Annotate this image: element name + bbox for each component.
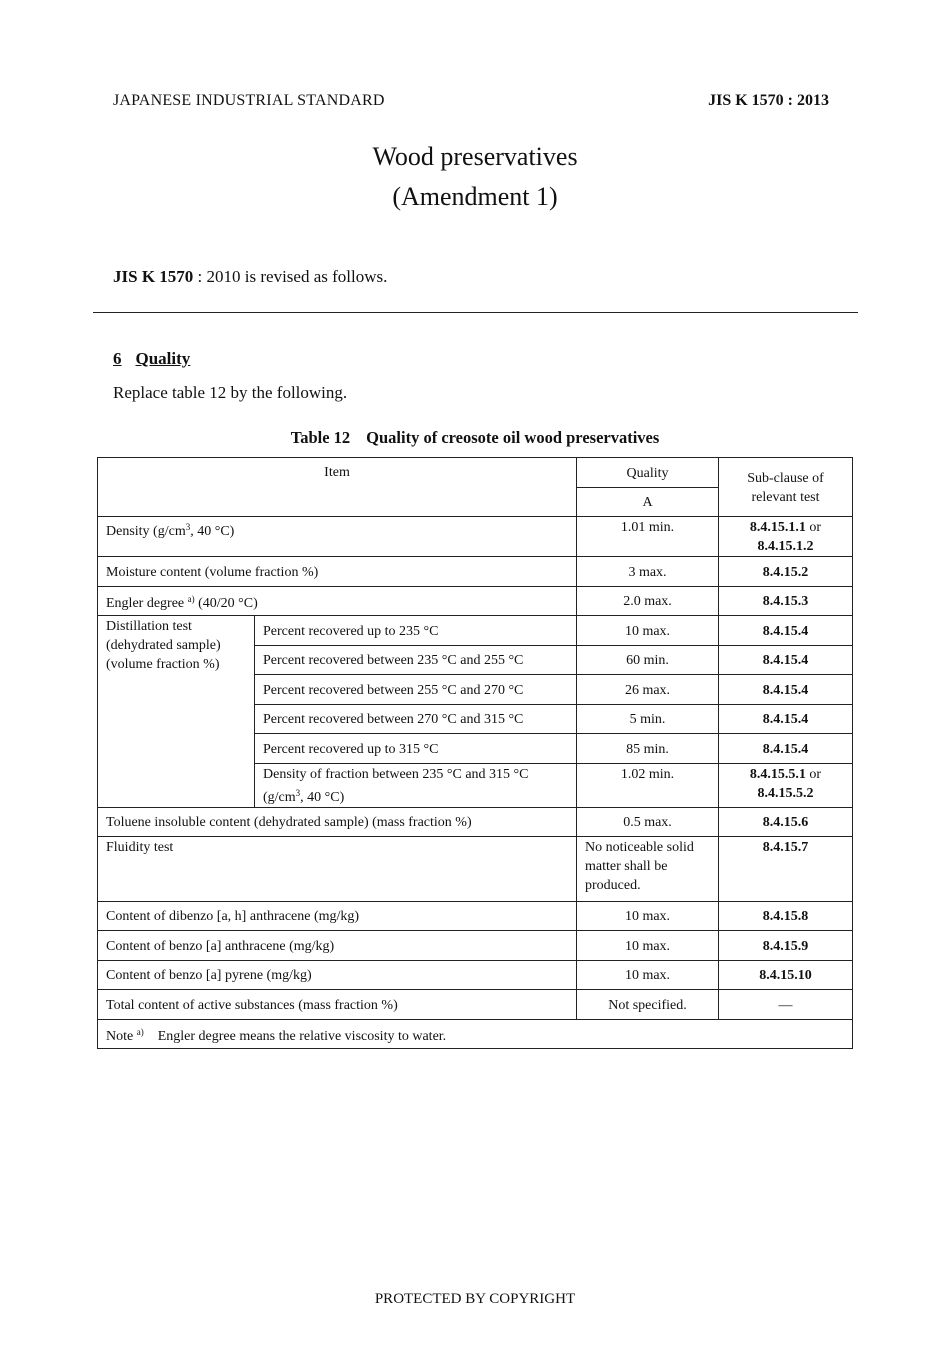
table-row bbox=[98, 961, 853, 990]
item-cell: Engler degree $^{a)}$ (40/20 °C) bbox=[98, 587, 577, 616]
section-instruction: Replace table 12 by the following. bbox=[113, 383, 348, 402]
subclause-cell: — bbox=[719, 990, 853, 1020]
table-caption bbox=[0, 428, 950, 448]
header-subclause: Sub-clause of relevant test bbox=[719, 458, 853, 517]
quality-cell: Not specified. bbox=[577, 990, 719, 1020]
table-note-filler bbox=[719, 1020, 853, 1049]
quality-cell: 85 min. bbox=[577, 734, 719, 764]
item-cell: Percent recovered between 235 °C and 255 °C bbox=[255, 646, 577, 675]
item-cell: Toluene insoluble content (dehydrated sample) (mass fraction %) bbox=[98, 808, 577, 837]
subclause-cell: 8.4.15.10 bbox=[719, 961, 853, 990]
quality-cell: 5 min. bbox=[577, 705, 719, 734]
quality-table bbox=[97, 457, 853, 1049]
item-cell: Percent recovered between 270 °C and 315 °C bbox=[255, 705, 577, 734]
subclause-cell: 8.4.15.2 bbox=[719, 557, 853, 587]
header-item: Item bbox=[98, 458, 577, 517]
table-note: Note $^{a)}$ Engler degree means the relative viscosity to water. bbox=[98, 1020, 719, 1049]
section-heading bbox=[113, 349, 190, 369]
quality-cell: 0.5 max. bbox=[577, 808, 719, 837]
quality-cell: 60 min. bbox=[577, 646, 719, 675]
table-header-row bbox=[98, 458, 853, 488]
distillation-group-cell: Distillation test (dehydrated sample) (volume fraction %) bbox=[98, 616, 255, 808]
subclause-cell: 8.4.15.7 bbox=[719, 837, 853, 902]
quality-cell: No noticeable solid matter shall be produced. bbox=[577, 837, 719, 902]
subclause-cell: 8.4.15.4 bbox=[719, 675, 853, 705]
quality-cell: 1.01 min. bbox=[577, 517, 719, 557]
table-caption-title: Quality of creosote oil wood preservatives bbox=[366, 428, 660, 447]
table-caption-number: Table 12 bbox=[290, 428, 351, 447]
revision-text: : 2010 is revised as follows. bbox=[193, 267, 388, 286]
item-cell: Percent recovered up to 315 °C bbox=[255, 734, 577, 764]
item-cell: Density ($g/cm^3$, 40 °C) bbox=[98, 517, 577, 557]
quality-cell: 10 max. bbox=[577, 961, 719, 990]
table-row bbox=[98, 616, 853, 646]
quality-cell: 2.0 max. bbox=[577, 587, 719, 616]
subclause-cell: 8.4.15.9 bbox=[719, 931, 853, 961]
quality-cell: 10 max. bbox=[577, 616, 719, 646]
subclause-cell: 8.4.15.5.1 or 8.4.15.5.2 bbox=[719, 764, 853, 808]
item-cell: Content of dibenzo [a, h] anthracene (mg/kg) bbox=[98, 902, 577, 931]
quality-cell: 10 max. bbox=[577, 931, 719, 961]
section-title: Quality bbox=[135, 349, 191, 368]
header-standard-code: JIS K 1570 : 2013 bbox=[708, 92, 829, 109]
header-quality: Quality bbox=[577, 458, 719, 488]
divider-rule bbox=[93, 312, 858, 313]
revision-code: JIS K 1570 bbox=[113, 267, 194, 286]
item-cell: Moisture content (volume fraction %) bbox=[98, 557, 577, 587]
subclause-cell: 8.4.15.3 bbox=[719, 587, 853, 616]
item-cell: Content of benzo [a] pyrene (mg/kg) bbox=[98, 961, 577, 990]
table-row bbox=[98, 990, 853, 1020]
subclause-cell: 8.4.15.4 bbox=[719, 705, 853, 734]
section-number: 6 bbox=[113, 349, 122, 368]
quality-cell: 3 max. bbox=[577, 557, 719, 587]
quality-cell: 1.02 min. bbox=[577, 764, 719, 808]
table-row bbox=[98, 587, 853, 616]
table-row bbox=[98, 931, 853, 961]
table-row bbox=[98, 837, 853, 902]
item-cell: Percent recovered up to 235 °C bbox=[255, 616, 577, 646]
item-cell: Percent recovered between 255 °C and 270 °C bbox=[255, 675, 577, 705]
subclause-cell: 8.4.15.4 bbox=[719, 646, 853, 675]
quality-cell: 10 max. bbox=[577, 902, 719, 931]
table-row bbox=[98, 557, 853, 587]
document-subtitle: (Amendment 1) bbox=[392, 182, 558, 211]
table-note-row bbox=[98, 1020, 853, 1049]
header-quality-class: A bbox=[577, 488, 719, 517]
copyright-footer: PROTECTED BY COPYRIGHT bbox=[374, 1291, 576, 1307]
subclause-cell: 8.4.15.8 bbox=[719, 902, 853, 931]
item-cell: Density of fraction between 235 °C and 315 °C ($g/cm^3$, 40 °C) bbox=[255, 764, 577, 808]
subclause-cell: 8.4.15.6 bbox=[719, 808, 853, 837]
table-row bbox=[98, 517, 853, 557]
item-cell: Fluidity test bbox=[98, 837, 577, 902]
document-title: Wood preservatives bbox=[372, 142, 578, 171]
item-cell: Content of benzo [a] anthracene (mg/kg) bbox=[98, 931, 577, 961]
subclause-cell: 8.4.15.1.1 or 8.4.15.1.2 bbox=[719, 517, 853, 557]
item-cell: Total content of active substances (mass fraction %) bbox=[98, 990, 577, 1020]
revision-statement bbox=[113, 267, 387, 287]
subclause-cell: 8.4.15.4 bbox=[719, 616, 853, 646]
table-row bbox=[98, 808, 853, 837]
quality-cell: 26 max. bbox=[577, 675, 719, 705]
header-standard-name: JAPANESE INDUSTRIAL STANDARD bbox=[113, 92, 385, 109]
subclause-cell: 8.4.15.4 bbox=[719, 734, 853, 764]
table-row bbox=[98, 902, 853, 931]
